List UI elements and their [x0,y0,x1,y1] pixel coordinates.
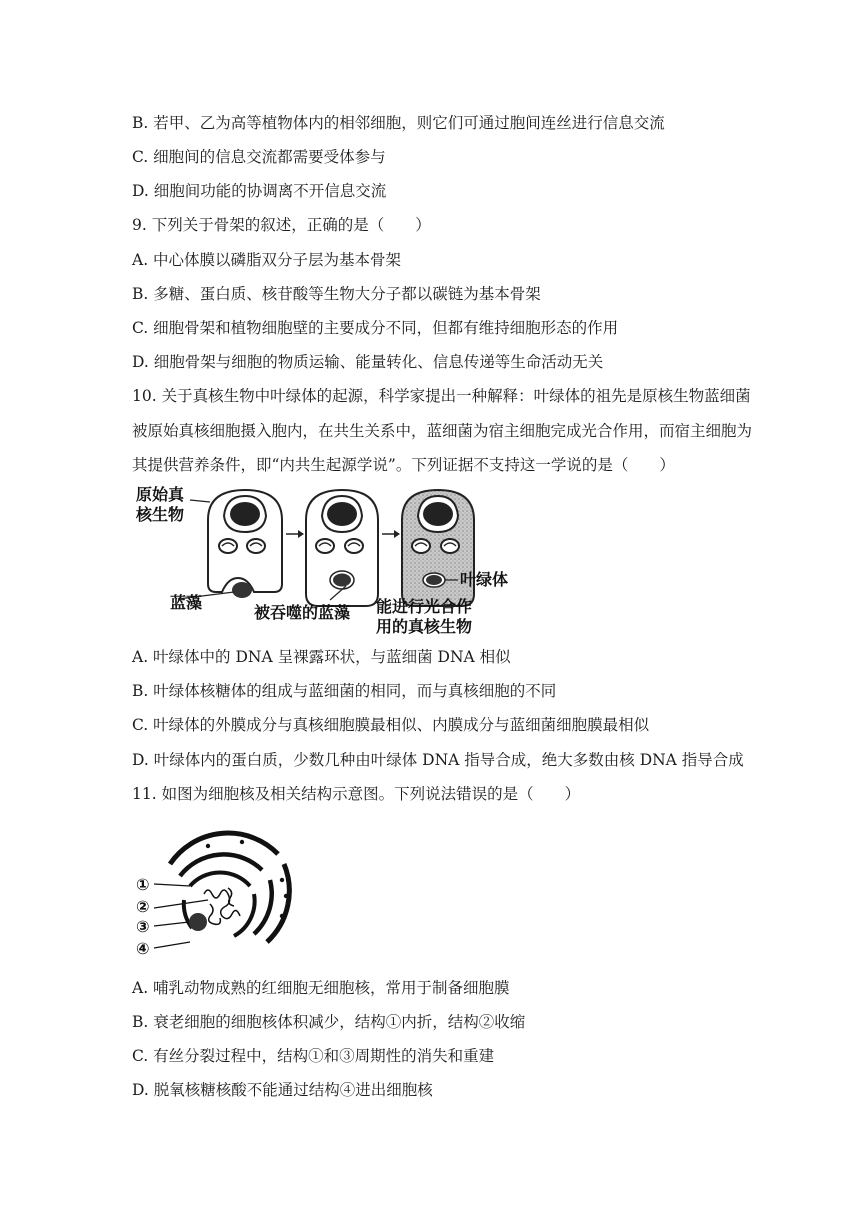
label-structure-4: ④ [136,939,150,958]
label-structure-1: ① [136,875,150,894]
label-cyanobacteria: 蓝藻 [170,593,203,612]
q8-option-b: B. 若甲、乙为高等植物体内的相邻细胞，则它们可通过胞间连丝进行信息交流 [132,114,665,132]
q11-option-c: C. 有丝分裂过程中，结构①和③周期性的消失和重建 [132,1047,495,1065]
q8-option-d: D. 细胞间功能的协调离不开信息交流 [132,182,387,200]
label-primitive-eukaryote-line2: 核生物 [136,505,185,524]
endosymbiosis-diagram [130,482,510,638]
label-engulfed-cyanobacteria: 被吞噬的蓝藻 [254,603,351,622]
q10-option-b: B. 叶绿体核糖体的组成与蓝细菌的相同，而与真核细胞的不同 [132,682,557,700]
nucleolus-shape [189,913,207,931]
q11-option-b: B. 衰老细胞的细胞核体积减少，结构①内折，结构②收缩 [132,1013,526,1031]
cyanobacterium-shape [232,582,252,598]
q9-option-d: D. 细胞骨架与细胞的物质运输、能量转化、信息传递等生命活动无关 [132,353,604,371]
label-structure-2: ② [136,897,150,916]
q8-option-c: C. 细胞间的信息交流都需要受体参与 [132,148,386,166]
nucleus-diagram [132,824,302,964]
label-chloroplast: 叶绿体 [460,570,509,589]
arrow-right-icon [298,530,304,538]
q11-option-a: A. 哺乳动物成熟的红细胞无细胞核，常用于制备细胞膜 [132,979,510,997]
q10-option-d: D. 叶绿体内的蛋白质，少数几种由叶绿体 DNA 指导合成，绝大多数由核 DNA 指导合成 [132,751,744,769]
q9-stem: 9. 下列关于骨架的叙述，正确的是（ ） [132,216,431,234]
q10-option-a: A. 叶绿体中的 DNA 呈裸露环状，与蓝细菌 DNA 相似 [132,648,511,666]
q9-option-c: C. 细胞骨架和植物细胞壁的主要成分不同，但都有维持细胞形态的作用 [132,319,619,337]
q10-stem-line-3: 其提供营养条件，即“内共生起源学说”。下列证据不支持这一学说的是（ ） [132,456,675,474]
primitive-eukaryote-cell [208,490,282,592]
endosymbiosis-figure [130,482,510,638]
q11-stem: 11. 如图为细胞核及相关结构示意图。下列说法错误的是（ ） [132,785,581,803]
q11-option-d: D. 脱氧核糖核酸不能通过结构④进出细胞核 [132,1081,433,1099]
arrow-right-icon [394,530,400,538]
q10-option-c: C. 叶绿体的外膜成分与真核细胞膜最相似、内膜成分与蓝细菌细胞膜最相似 [132,716,650,734]
q9-option-b: B. 多糖、蛋白质、核苷酸等生物大分子都以碳链为基本骨架 [132,285,541,303]
q10-stem-line-2: 被原始真核细胞摄入胞内，在共生关系中，蓝细菌为宿主细胞完成光合作用，而宿主细胞为 [132,422,753,440]
label-primitive-eukaryote-line1: 原始真 [136,485,185,504]
label-photosynthetic-eukaryote-line2: 用的真核生物 [376,617,473,636]
label-photosynthetic-eukaryote-line1: 能进行光合作 [376,597,473,616]
engulfing-cell [306,490,378,606]
chromatin-shape [204,890,240,919]
q9-option-a: A. 中心体膜以磷脂双分子层为基本骨架 [132,251,402,269]
label-structure-3: ③ [136,917,150,936]
q10-stem-line-1: 10. 关于真核生物中叶绿体的起源，科学家提出一种解释：叶绿体的祖先是原核生物蓝细菌 [132,387,751,405]
nucleus-figure [132,824,302,964]
